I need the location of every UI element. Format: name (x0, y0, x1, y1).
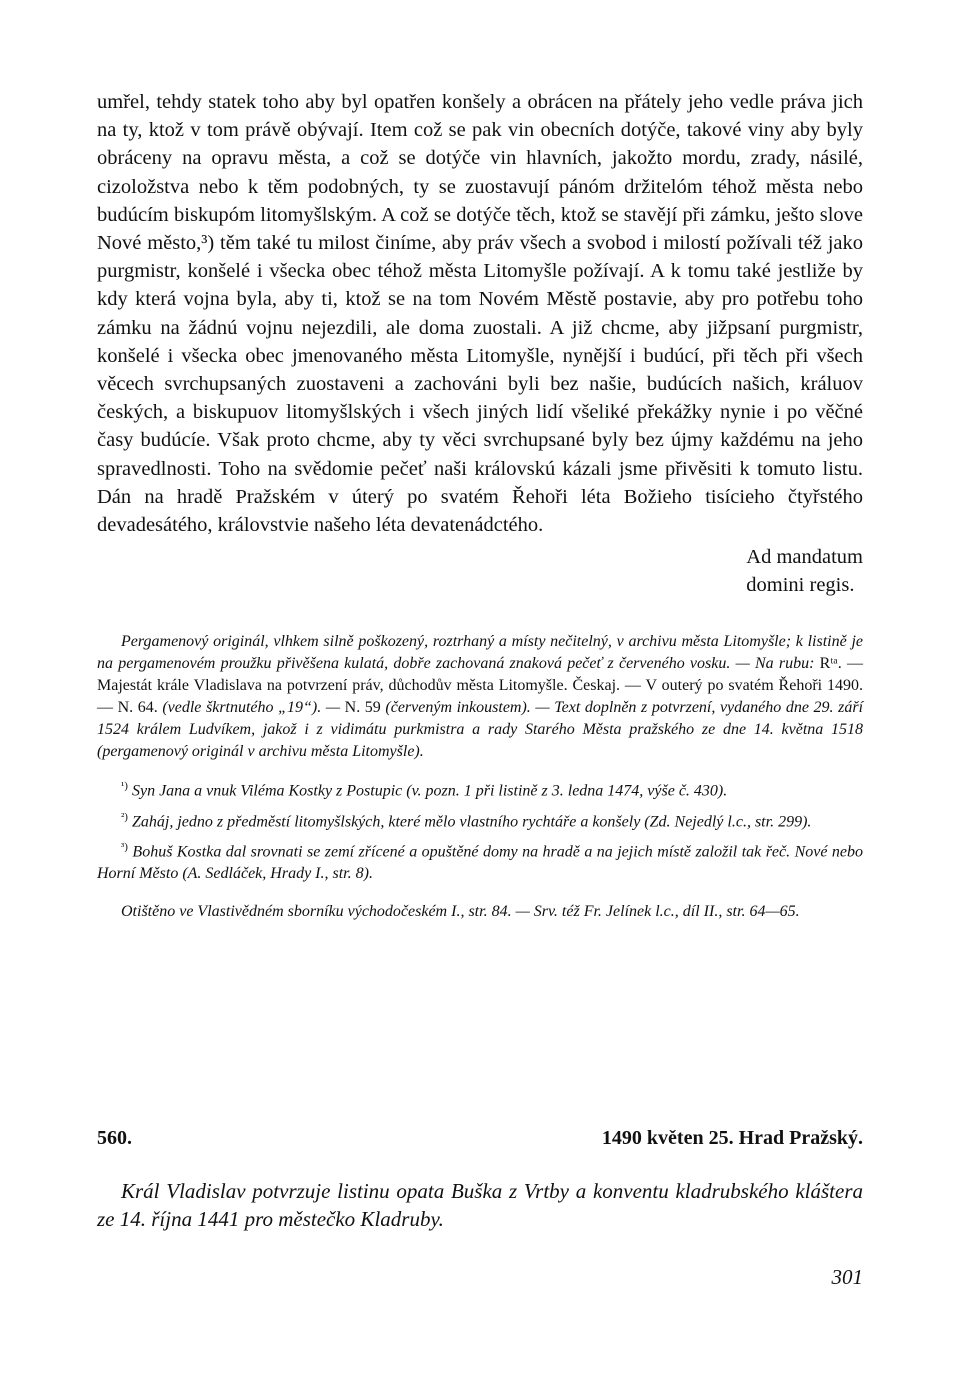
entry-regest: Král Vladislav potvrzuje listinu opata Buška z Vrtby a konventu kladrubského kláštera ze 14. října 1441 pro městečko Kladruby. (97, 1179, 863, 1231)
footnote-mark: ²) (121, 810, 128, 823)
signoff-block (746, 543, 863, 599)
footnote-text: Syn Jana a vnuk Viléma Kostky z Postupic (v. pozn. 1 při listině z 3. ledna 1474, výše č. 430). (127, 782, 728, 800)
footnote (97, 806, 863, 833)
entry-number: 560. (97, 1127, 132, 1149)
signoff-line-1: Ad mandatum (746, 546, 863, 569)
footnote-text: Zaháj, jedno z předměstí litomyšlských, které mělo vlastního rychtáře a konšely (Zd. Nejedlý l.c., str. 299). (127, 812, 812, 830)
document-page (97, 88, 863, 939)
footnote-mark: ³) (121, 840, 128, 853)
signoff (97, 543, 863, 599)
provenance-part-2: Rᵗᵃ. — Majestát krále Vladislava na potvrzení práv, důchodův města Litomyšle. Českaj. — V outerý po svatém Řehoři 1490.— N. 64. (97, 655, 863, 717)
footnote-mark: ¹) (121, 780, 128, 793)
footnote-text: Bohuš Kostka dal srovnati se zemí zřícené a opuštěné domy na hradě a na jejich místě založil tak řeč. Nové nebo Horní Město (A. Sedláček, Hrady I., str. 8). (97, 843, 863, 883)
provenance-part-1: Pergamenový originál, vlhkem silně poškozený, roztrhaný a místy nečitelný, v archivu města Litomyšle; k listině je na pergamenovém proužku přivěšena kulatá, dobře zachovaná znaková pečeť z červeného vosku. — Na rubu: (97, 633, 863, 673)
provenance-note (97, 631, 863, 763)
footnote (97, 836, 863, 885)
provenance-part-3: (vedle škrtnutého „19“). — (157, 699, 345, 717)
signoff-line-2: domini regis. (746, 574, 855, 597)
printed-reference: Otištěno ve Vlastivědném sborníku východočeském I., str. 84. — Srv. též Fr. Jelínek l.c., díl II., str. 64—65. (121, 903, 800, 921)
provenance-part-5: (červeným inkoustem). — Text doplněn z potvrzení, vydaného dne 29. září 1524 králem Ludvíkem, jakož i z vidimátu purkmistra a rady Starého Města pražského ze dne 14. května 1518 (pergamenový originál v archivu města Litomyšle). (97, 699, 864, 761)
entry-date-place: 1490 květen 25. Hrad Pražský. (601, 1127, 863, 1149)
footnote (97, 775, 863, 802)
provenance-part-4: N. 59 (344, 699, 381, 717)
footnotes (97, 775, 863, 885)
entry-heading (97, 1127, 863, 1150)
charter-text: umřel, tehdy statek toho aby byl opatřen konšely a obrácen na přátely jeho vedle práva jich na ty, ktož v tom právě obývají. Item což se pak vin obecních dotýče, takové viny aby byly obráceny na opravu města, a což se dotýče vin hlavních, jakožto mordu, zrady, násilé, cizoložstva nebo k těm podobných, ty se zuostavují pánóm držitelóm téhož města nebo budúcím biskupóm litomyšlským. A což se dotýče těch, ktož se stavějí při zámku, ješto slove Nové město,³) těm také tu milost činíme, aby práv všech a svobod i milostí požívali též jako purgmistr, konšelé i všecka obec téhož města Litomyšle požívají. A k tomu také jestliže by kdy která vojna byla, aby ti, ktož se na tom Novém Městě postavie, aby pro potřebu toho zámku na žádnú vojnu nejezdili, ale doma zuostali. A již chcme, aby jižpsaní purgmistr, konšelé i všecka obec jmenovaného města Litomyšle, nynější i budúcí, při těch při všech věcech svrchupsaných zuostaveni a zachováni byli bez našie, budúcích našich, králuov českých, a biskupuov litomyšlských i všech jiných lidí všeliké překážky nynie i po věčné časy budúcíe. Však proto chcme, aby ty věci svrchupsané byly bez újmy každému na jeho spravedlnosti. Toho na svědomie pečeť naši královskú kázali jsme přivěsiti k tomuto listu. Dán na hradě Pražském v úterý po svatém Řehoři léta Božieho tisícieho čtyřstého devadesátého, královstvie našeho léta devatenádctého. (97, 91, 863, 537)
page-number: 301 (831, 1265, 863, 1289)
